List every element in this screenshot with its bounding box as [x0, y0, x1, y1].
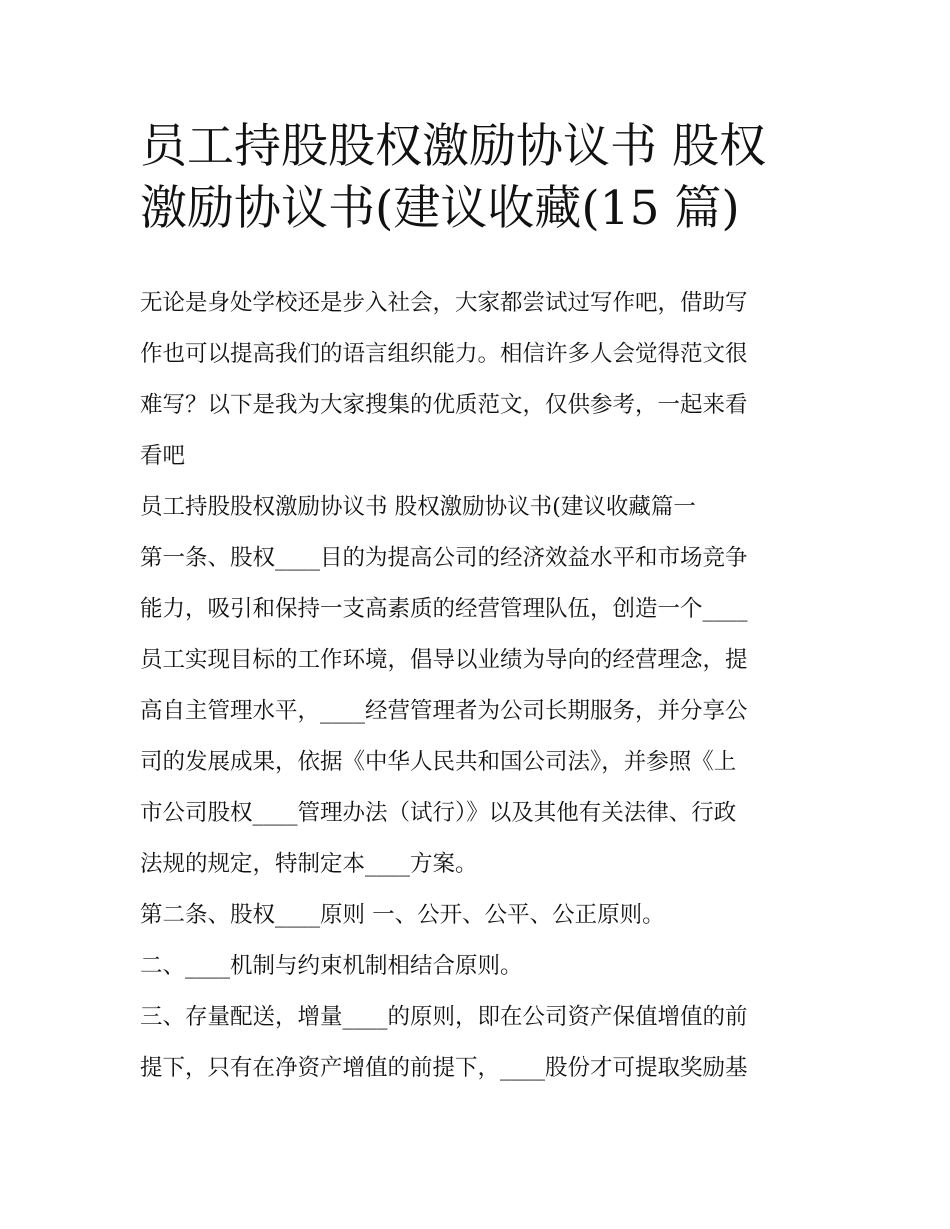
- document-title: [140, 116, 820, 240]
- body-line: 提下，只有在净资产增值的前提下，____股份才可提取奖励基: [140, 1055, 748, 1081]
- title-line-1: 员工持股股权激励协议书 股权: [140, 119, 766, 174]
- body-line: 二、____机制与约束机制相结合原则。: [140, 953, 523, 979]
- body-line: 市公司股权____管理办法（试行）》以及其他有关法律、行政: [140, 800, 737, 826]
- document-body: [140, 278, 820, 1094]
- body-line: 员工实现目标的工作环境，倡导以业绩为导向的经营理念，提: [140, 647, 748, 673]
- body-line: 看吧: [140, 443, 186, 469]
- body-line: 无论是身处学校还是步入社会，大家都尝试过写作吧，借助写: [140, 290, 748, 316]
- body-line: 司的发展成果，依据《中华人民共和国公司法》，并参照《上: [140, 749, 737, 775]
- body-line: 第二条、股权____原则 一、公开、公平、公正原则。: [140, 902, 665, 928]
- body-line: 高自主管理水平，____经营管理者为公司长期服务，并分享公: [140, 698, 748, 724]
- body-line: 作也可以提高我们的语言组织能力。相信许多人会觉得范文很: [140, 341, 748, 367]
- body-line: 法规的规定，特制定本____方案。: [140, 851, 478, 877]
- body-line: 三、存量配送，增量____的原则，即在公司资产保值增值的前: [140, 1004, 748, 1030]
- title-line-2: 激励协议书(建议收藏(15 篇): [140, 181, 740, 236]
- section-heading: 员工持股股权激励协议书 股权激励协议书(建议收藏篇一: [140, 494, 696, 520]
- body-line: 难写？以下是我为大家搜集的优质范文，仅供参考，一起来看: [140, 392, 748, 418]
- body-line: 能力，吸引和保持一支高素质的经营管理队伍，创造一个____: [140, 596, 748, 622]
- body-line: 第一条、股权____目的为提高公司的经济效益水平和市场竞争: [140, 545, 748, 571]
